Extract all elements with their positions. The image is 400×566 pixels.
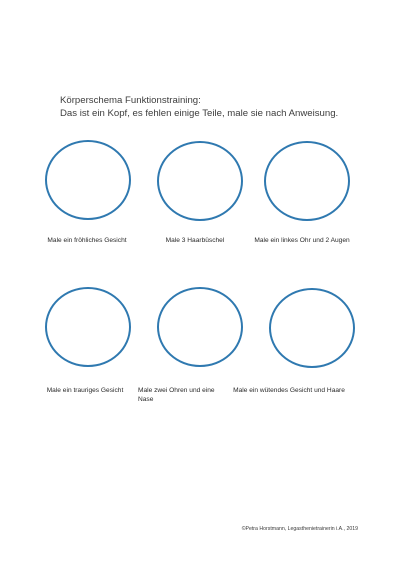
exercise-caption-3: Male ein linkes Ohr und 2 Augen (254, 237, 350, 244)
exercise-caption-6: Male ein wütendes Gesicht und Haare (233, 387, 345, 394)
head-circle-1 (45, 140, 131, 220)
worksheet-title (60, 94, 380, 120)
exercise-caption-1: Male ein fröhliches Gesicht (47, 237, 127, 244)
exercise-caption-5: Male zwei Ohren und eine Nase (138, 387, 215, 403)
exercise-caption-2: Male 3 Haarbüschel (165, 237, 225, 244)
title-line-heading: Körperschema Funktionstraining: (60, 95, 201, 106)
head-circle-2 (157, 141, 243, 221)
head-circle-6 (269, 288, 355, 368)
copyright-footer: ©Petra Horstmann, Legasthenietrainerin i.A., 2019 (241, 526, 358, 532)
title-line-instruction: Das ist ein Kopf, es fehlen einige Teile, male sie nach Anweisung. (60, 108, 339, 119)
head-circle-5 (157, 287, 243, 367)
head-circle-4 (45, 287, 131, 367)
head-circle-3 (264, 141, 350, 221)
exercise-caption-4: Male ein trauriges Gesicht (46, 387, 124, 394)
